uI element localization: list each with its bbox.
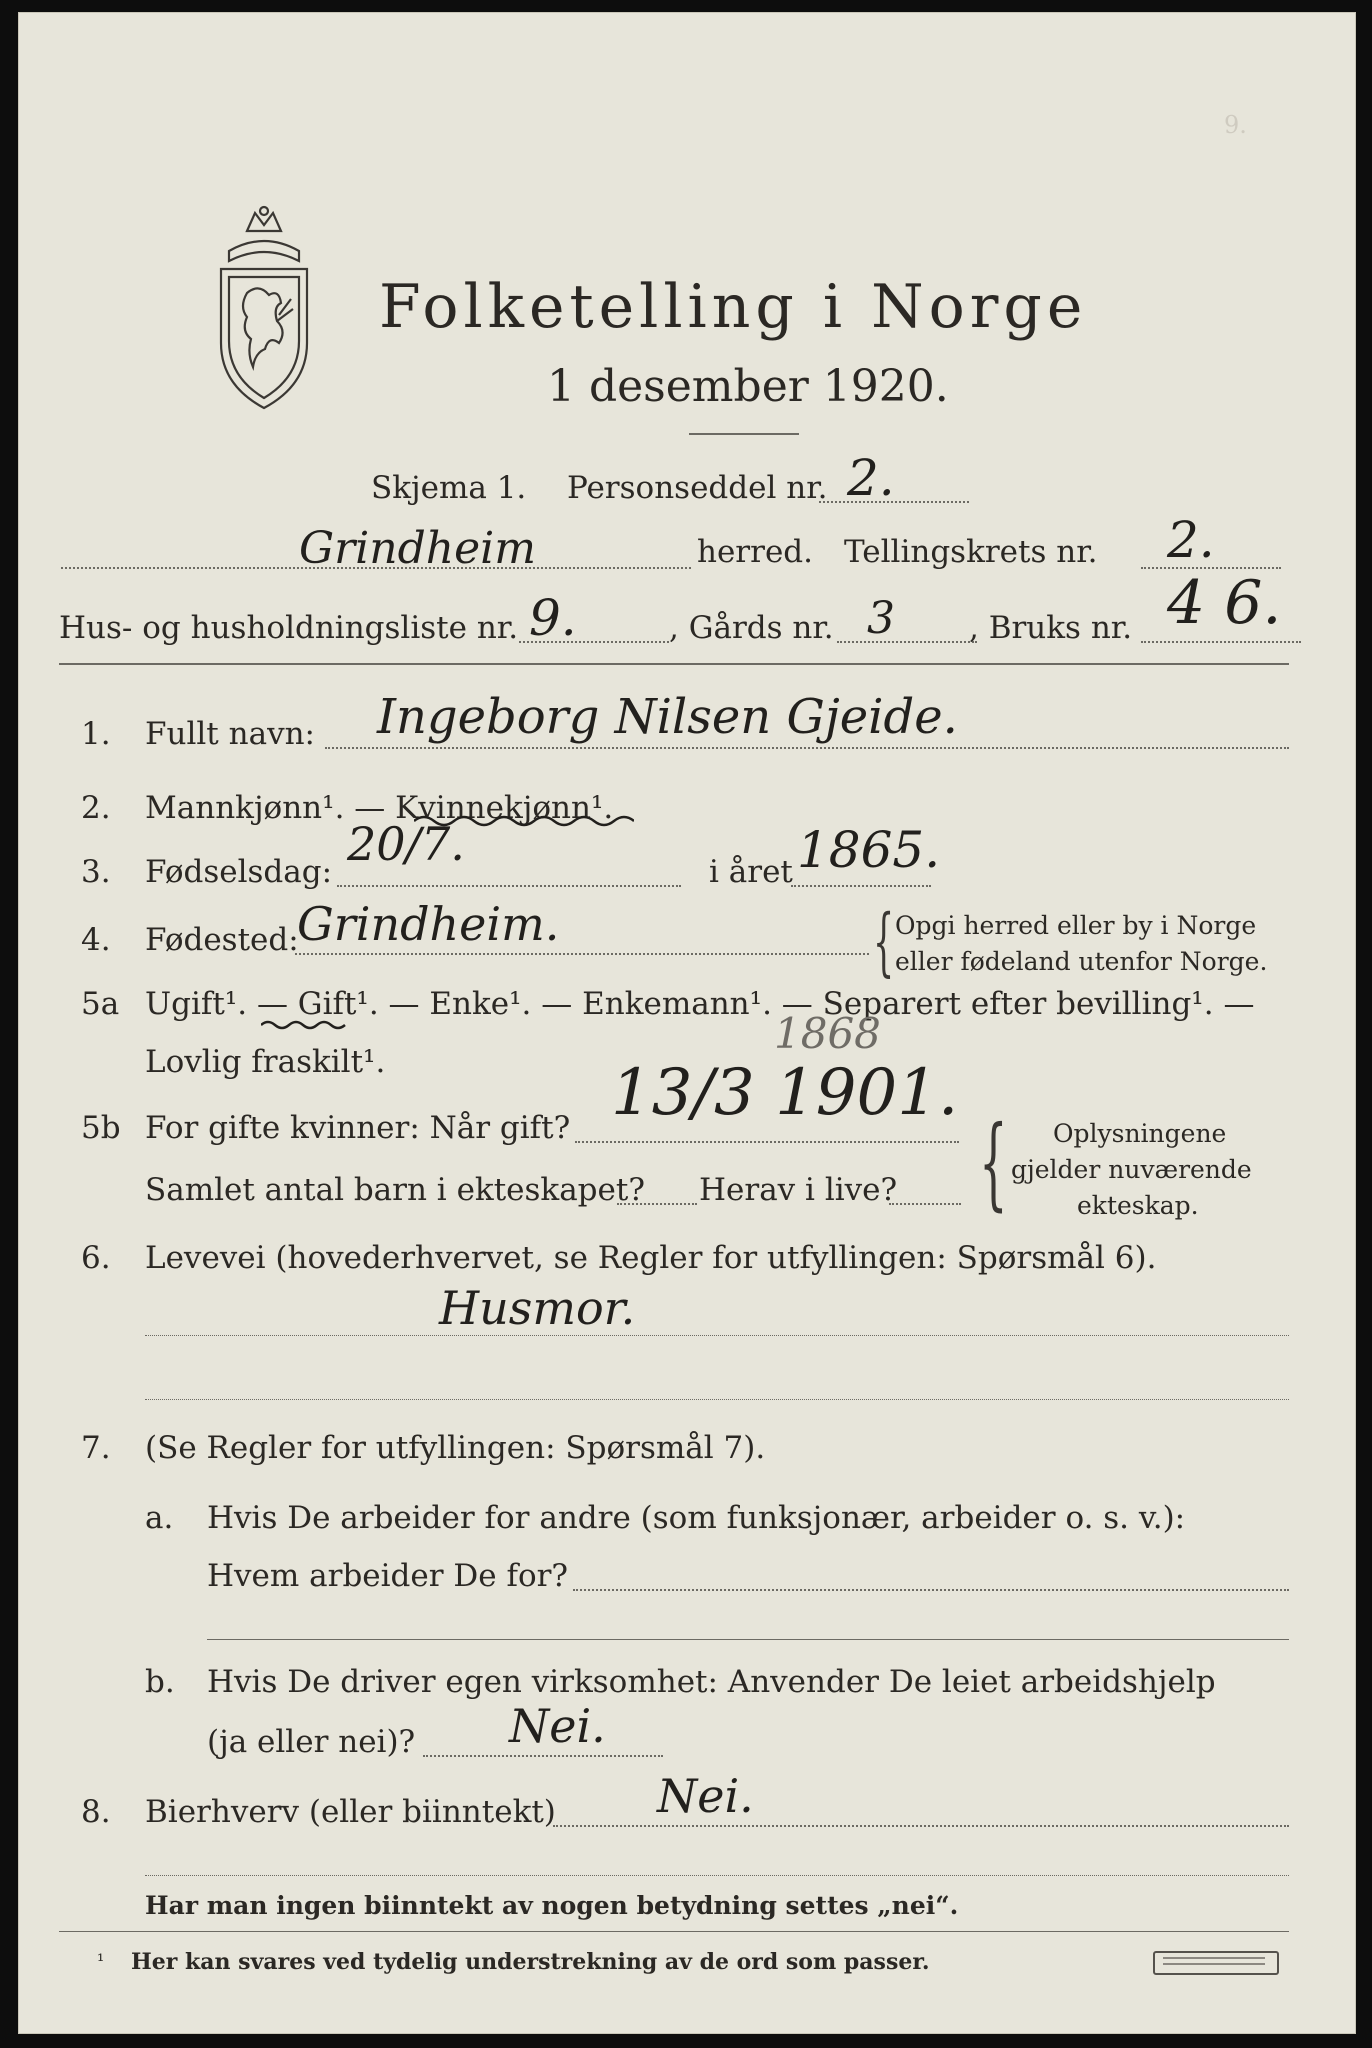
employer-field-line2[interactable] bbox=[207, 1639, 1289, 1640]
q7b-letter: b. bbox=[145, 1664, 175, 1700]
skjema-label: Skjema 1. bbox=[371, 470, 527, 506]
gards-label: , Gårds nr. bbox=[669, 610, 834, 646]
side-income-field-line2[interactable] bbox=[145, 1875, 1289, 1876]
herred-label: herred. bbox=[697, 534, 813, 570]
birthday-field[interactable] bbox=[337, 885, 681, 887]
lovlig-fraskilt-label: Lovlig fraskilt¹. bbox=[145, 1044, 386, 1080]
birthday-value: 20/7. bbox=[347, 817, 465, 871]
gards-field[interactable] bbox=[837, 641, 977, 643]
alive-label: Herav i live? bbox=[699, 1172, 898, 1208]
children-label: Samlet antal barn i ekteskapet? bbox=[145, 1172, 645, 1208]
married-when-label: For gifte kvinner: Når gift? bbox=[145, 1110, 571, 1146]
bruks-label: , Bruks nr. bbox=[969, 610, 1133, 646]
side-income-field[interactable] bbox=[553, 1825, 1289, 1827]
q7b-question: Hvis De driver egen virksomhet: Anvender De leiet arbeidshjelp bbox=[207, 1664, 1216, 1700]
personseddel-value: 2. bbox=[847, 449, 895, 507]
form-subtitle: 1 desember 1920. bbox=[547, 361, 949, 412]
tellingskrets-value: 2. bbox=[1167, 511, 1215, 569]
q3-number: 3. bbox=[81, 854, 111, 890]
q4-number: 4. bbox=[81, 922, 111, 958]
q3-label: Fødselsdag: bbox=[145, 854, 333, 890]
married-date-field[interactable] bbox=[575, 1141, 959, 1143]
hired-help-field[interactable] bbox=[423, 1755, 663, 1757]
q8-number: 8. bbox=[81, 1794, 111, 1830]
q2-number: 2. bbox=[81, 790, 111, 826]
marital-status-options: Ugift¹. — Gift¹. — Enke¹. — Enkemann¹. — Separert efter bevilling¹. — bbox=[145, 986, 1255, 1022]
side-income-label: Bierhverv (eller biinntekt) bbox=[145, 1794, 556, 1830]
tellingskrets-label: Tellingskrets nr. bbox=[844, 534, 1098, 570]
personseddel-label: Personseddel nr. bbox=[567, 470, 828, 506]
birthplace-value: Grindheim. bbox=[297, 897, 560, 951]
occupation-field-line2[interactable] bbox=[145, 1399, 1289, 1400]
q7a-letter: a. bbox=[145, 1500, 174, 1536]
birthplace-note-line1: Opgi herred eller by i Norge bbox=[895, 911, 1257, 940]
year-label: i året bbox=[709, 854, 793, 890]
husliste-label: Hus- og husholdningsliste nr. bbox=[59, 610, 519, 646]
birth-year-value: 1865. bbox=[797, 821, 941, 879]
pencil-year-note: 1868 bbox=[774, 1009, 881, 1058]
q7-number: 7. bbox=[81, 1430, 111, 1466]
footnote-mark: ¹ bbox=[97, 1951, 105, 1972]
children-field[interactable] bbox=[617, 1203, 697, 1205]
header-rule bbox=[59, 663, 1289, 665]
married-date-value: 13/3 1901. bbox=[611, 1056, 959, 1130]
marriage-note-line3: ekteskap. bbox=[1077, 1191, 1199, 1220]
birthplace-field[interactable] bbox=[295, 953, 869, 955]
form-title: Folketelling i Norge bbox=[379, 272, 1088, 342]
marriage-note-brace: { bbox=[979, 1104, 1008, 1221]
birthplace-note-line2: eller fødeland utenfor Norge. bbox=[895, 947, 1268, 976]
bruks-field[interactable] bbox=[1141, 641, 1301, 643]
birth-year-field[interactable] bbox=[791, 885, 931, 887]
q5a-number: 5a bbox=[81, 986, 120, 1022]
full-name-value: Ingeborg Nilsen Gjeide. bbox=[377, 689, 958, 745]
side-income-note: Har man ingen biinntekt av nogen betydning settes „nei“. bbox=[145, 1891, 959, 1920]
employer-field[interactable] bbox=[573, 1589, 1289, 1591]
side-income-value: Nei. bbox=[657, 1769, 754, 1823]
occupation-label: Levevei (hovederhvervet, se Regler for utfyllingen: Spørsmål 6). bbox=[145, 1240, 1157, 1276]
bleed-through: 9. bbox=[1224, 111, 1247, 139]
husliste-value: 9. bbox=[529, 589, 577, 647]
coat-of-arms-icon bbox=[207, 203, 322, 418]
gards-value: 3 bbox=[867, 593, 895, 644]
q4-label: Fødested: bbox=[145, 922, 299, 958]
q7a-question: Hvis De arbeider for andre (som funksjonær, arbeider o. s. v.): bbox=[207, 1500, 1186, 1536]
q1-number: 1. bbox=[81, 716, 111, 752]
occupation-value: Husmor. bbox=[439, 1281, 636, 1335]
title-divider bbox=[689, 433, 799, 435]
q6-number: 6. bbox=[81, 1240, 111, 1276]
footnote: Her kan svares ved tydelig understrekning av de ord som passer. bbox=[131, 1949, 930, 1975]
footer-rule bbox=[59, 1931, 1289, 1932]
full-name-field[interactable] bbox=[325, 747, 1289, 749]
birthplace-note-brace: { bbox=[873, 899, 895, 985]
alive-field[interactable] bbox=[889, 1203, 961, 1205]
employer-label: Hvem arbeider De for? bbox=[207, 1558, 569, 1594]
q7-label: (Se Regler for utfyllingen: Spørsmål 7). bbox=[145, 1430, 766, 1466]
marriage-note-line1: Oplysningene bbox=[1053, 1119, 1227, 1148]
census-form-sheet bbox=[18, 12, 1356, 2034]
gift-underline-mark bbox=[261, 1017, 351, 1031]
occupation-field[interactable] bbox=[145, 1335, 1289, 1336]
q5b-number: 5b bbox=[81, 1110, 121, 1146]
bruks-value: 4 6. bbox=[1167, 568, 1282, 638]
hired-help-label: (ja eller nei)? bbox=[207, 1724, 416, 1760]
printer-stamp bbox=[1153, 1951, 1279, 1975]
q1-label: Fullt navn: bbox=[145, 716, 315, 752]
q2-label: Mannkjønn¹. — Kvinnekjønn¹. bbox=[145, 790, 614, 826]
herred-value: Grindheim bbox=[299, 523, 536, 574]
marriage-note-line2: gjelder nuværende bbox=[1011, 1155, 1252, 1184]
hired-help-value: Nei. bbox=[509, 1699, 606, 1753]
